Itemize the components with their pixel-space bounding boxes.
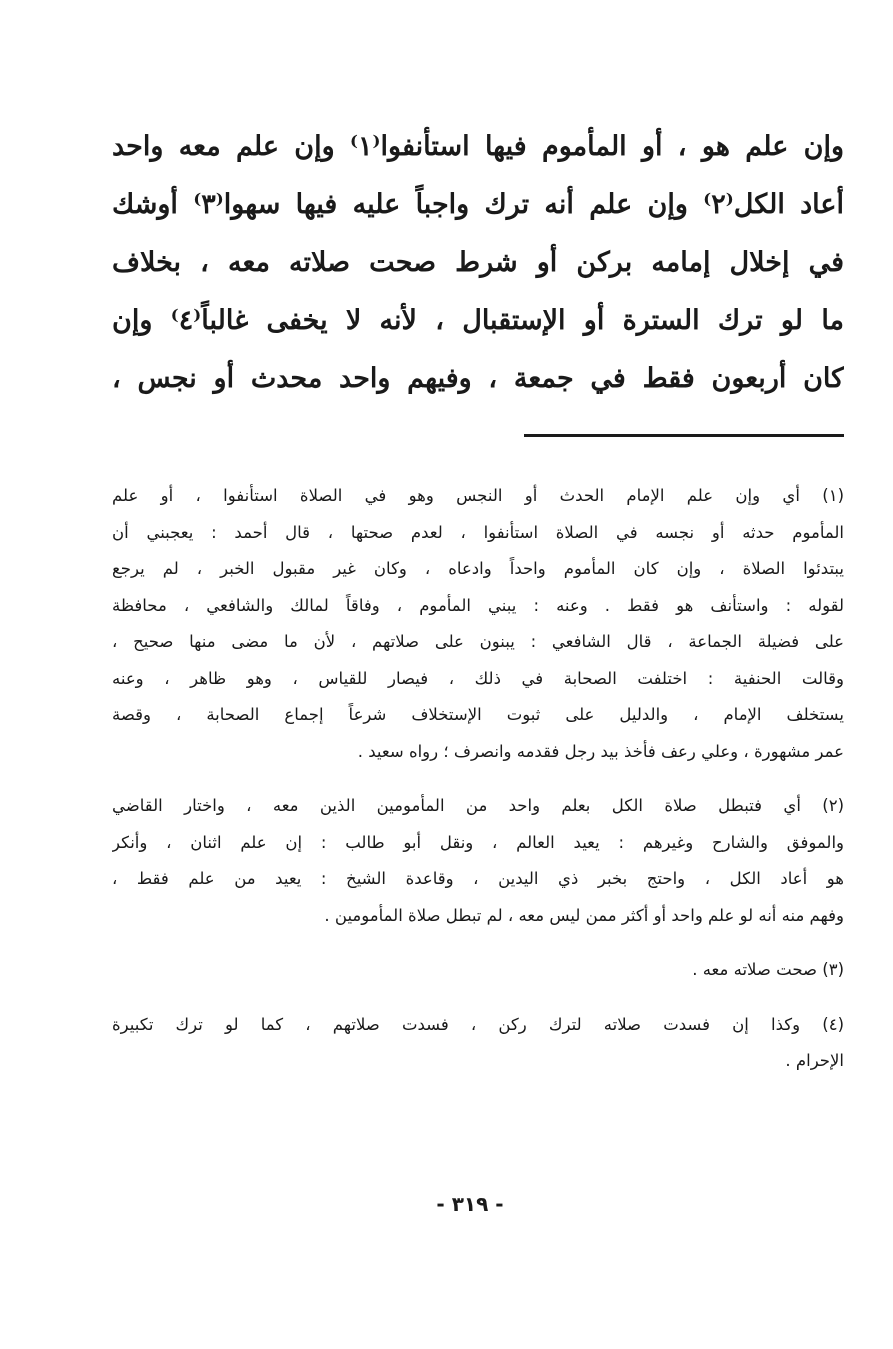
footnote-line: هو أعاد الكل ، واحتج بخبر ذي اليدين ، وقاعدة الشيخ : يعيد من علم فقط ، (112, 869, 844, 888)
footnote-line: المأموم حدثه أو نجسه في الصلاة استأنفوا ، لعدم صحتها ، قال أحمد : يعجبني أن (112, 522, 844, 542)
main-text-line: وإن علم هو ، أو المأموم فيها استأنفوا⁽١⁾ وإن علم معه واحد (112, 131, 844, 162)
main-text-line: في إخلال إمامه بركن أو شرط صحت صلاته معه ، بخلاف (112, 247, 844, 278)
footnote-line: على فضيلة الجماعة ، قال الشافعي : يبنون على صلاتهم ، لأن ما مضى منها صحيح ، (112, 632, 844, 651)
footnote-3 (112, 952, 844, 989)
footnote-line: الإحرام . (785, 1051, 844, 1070)
footnote-line: (٣) صحت صلاته معه . (692, 960, 844, 979)
footnote-2 (112, 788, 844, 934)
footnote-line: لقوله : واستأنف هو فقط . وعنه : يبني المأموم ، وفاقاً لمالك والشافعي ، محافظة (112, 595, 844, 615)
footnote-line: (٢) أي فتبطل صلاة الكل بعلم واحد من المأمومين الذين معه ، واختار القاضي (112, 796, 844, 815)
footnote-line: (٤) وكذا إن فسدت صلاته لترك ركن ، فسدت صلاتهم ، كما لو ترك تكبيرة (112, 1014, 844, 1034)
footnote-separator (524, 434, 844, 437)
main-text-line: ما لو ترك السترة أو الإستقبال ، لأنه لا يخفى غالباً⁽٤⁾ وإن (112, 305, 844, 336)
main-text (112, 118, 844, 408)
footnote-line: يستخلف الإمام ، والدليل على ثبوت الإستخلاف شرعاً إجماع الصحابة ، وقصة (112, 705, 844, 724)
footnote-line: (١) أي وإن علم الإمام الحدث أو النجس وهو في الصلاة استأنفوا ، أو علم (112, 486, 844, 505)
footnote-4 (112, 1007, 844, 1080)
main-text-line: كان أربعون فقط في جمعة ، وفيهم واحد محدث أو نجس ، (112, 363, 844, 394)
footnote-line: والموفق والشارح وغيرهم : يعيد العالم ، ونقل أبو طالب : إن علم اثنان ، وأنكر (112, 832, 844, 852)
footnote-1 (112, 478, 844, 770)
footnote-line: وقالت الحنفية : اختلفت الصحابة في ذلك ، فيصار للقياس ، وهو ظاهر ، وعنه (112, 668, 844, 688)
main-text-line: أعاد الكل⁽٢⁾ وإن علم أنه ترك واجباً عليه فيها سهوا⁽٣⁾ أوشك (112, 189, 844, 220)
footnote-line: عمر مشهورة ، وعلي رعف فأخذ بيد رجل فقدمه وانصرف ؛ رواه سعيد . (357, 741, 844, 761)
footnotes (112, 478, 844, 1098)
page-number: - ٣١٩ - (436, 1192, 504, 1216)
footnote-line: وفهم منه أنه لو علم واحد أو أكثر ممن ليس معه ، لم تبطل صلاة المأمومين . (324, 905, 844, 925)
footnote-line: يبتدئوا الصلاة ، وإن كان المأموم واحداً وادعاه ، وكان غير مقبول الخبر ، لم يرجع (112, 559, 844, 578)
